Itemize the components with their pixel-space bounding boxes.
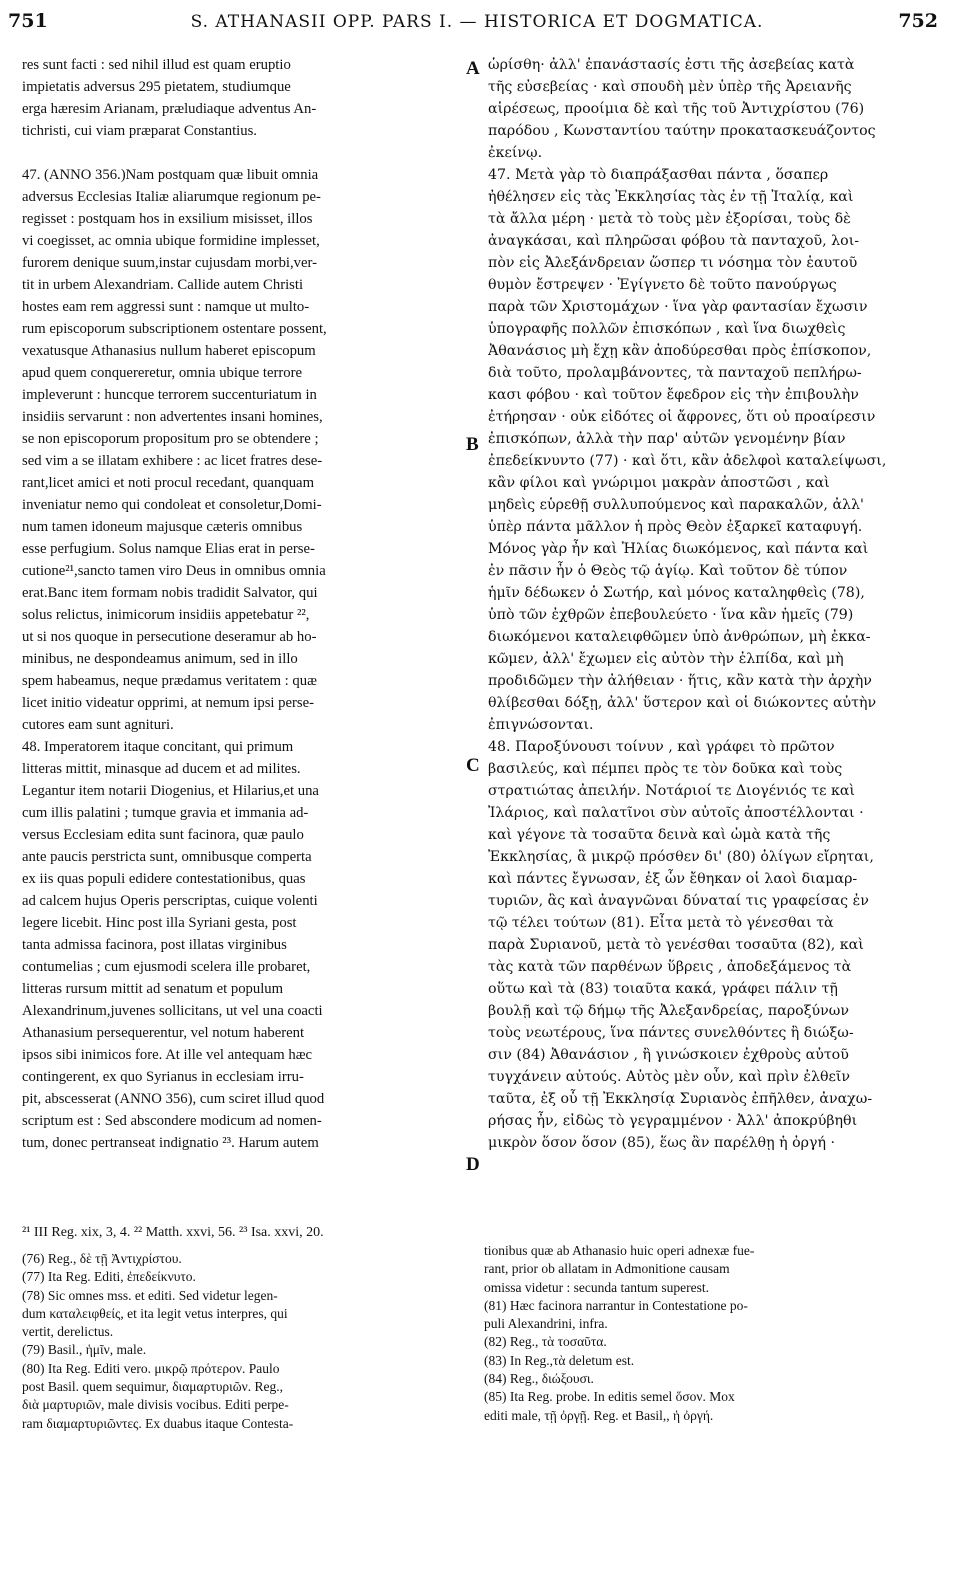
latin-line: Alexandrinum,juvenes sollicitans, ut vel una coacti: [22, 1003, 323, 1019]
section-marker-a: A: [466, 58, 480, 79]
greek-line: τὰς κατὰ τῶν παρθένων ὕβρεις , ἀποδεξάμενος τὰ: [488, 959, 852, 975]
note-line: (83) In Reg.,τὰ deletum est.: [484, 1352, 635, 1368]
greek-line: τυγχάνειν αὐτούς. Αὐτὸς μὲν οὖν, καὶ πρὶν ἐλθεῖν: [488, 1069, 851, 1085]
note-line: omissa videtur : secunda tantum superest.: [484, 1279, 709, 1295]
latin-line: sed vim a se illatam exhibere : ac licet fratres dese-: [22, 453, 323, 469]
greek-line: ἐτήρησαν · οὐκ εἰδότες οἱ ἄφρονες, ὅτι οὐ προαίρεσιν: [488, 409, 876, 425]
latin-column: [22, 54, 462, 1154]
latin-line: ad calcem hujus Operis perscriptas, cuique volenti: [22, 893, 318, 909]
greek-line: καὶ πάντες ἔγνωσαν, ἐξ ὧν ἔθηκαν οἱ λαοὶ διαμαρ-: [488, 871, 858, 887]
page-number-left: 751: [8, 10, 48, 32]
note-line: (84) Reg., διώξουσι.: [484, 1371, 594, 1387]
greek-line: ὑπὸ τῶν ἐχθρῶν ἐπεβουλεύετο · ἵνα κἂν ἡμεῖς (79): [488, 607, 854, 623]
latin-line: inveniatur nemo qui condoleat et consoletur,Domi-: [22, 497, 322, 513]
section-marker-d: D: [466, 1154, 480, 1175]
section-marker-c: C: [466, 755, 480, 776]
note-line: editi male, τῇ ὀργῇ. Reg. et Basil,, ἡ ὀργή.: [484, 1407, 714, 1423]
greek-line: ὑπογραφῆς πολλῶν ἐπισκόπων , καὶ ἵνα διωχθεὶς: [488, 321, 846, 337]
latin-line: contumelias ; cum ejusmodi scelera ille probaret,: [22, 959, 311, 975]
greek-line: κῶμεν, ἀλλ' ἔχωμεν εἰς αὐτὸν τὴν ἐλπίδα, καὶ μὴ: [488, 651, 844, 667]
latin-line: tanta admissa facinora, post illatas virginibus: [22, 937, 287, 953]
note-line: (76) Reg., δὲ τῇ Ἀντιχρίστου.: [22, 1251, 182, 1266]
latin-line: erga hæresim Arianam, præludiaque adventus An-: [22, 101, 317, 117]
greek-line: πὸν εἰς Ἀλεξάνδρειαν ὥσπερ τι νόσημα τὸν ἑαυτοῦ: [488, 255, 858, 271]
greek-line: παρὰ τῶν Χριστομάχων · ἵνα γὰρ φαντασίαν ἔχωσιν: [488, 299, 868, 315]
greek-line: ταῦτα, ἐξ οὗ τῇ Ἐκκλησίᾳ Συριανὸς ἐπῆλθεν, ἀναχω-: [488, 1091, 873, 1107]
latin-line: tum, donec pertranseat indignatio ²³. Harum autem: [22, 1135, 319, 1151]
greek-line: ἐπισκόπων, ἀλλὰ τὴν παρ' αὐτῶν γενομένην βίαν: [488, 431, 846, 447]
greek-line: διὰ τοῦτο, προλαμβάνοντες, τὰ πανταχοῦ πεπλήρω-: [488, 365, 862, 381]
latin-line: rum episcoporum subscriptionem ostentare possent,: [22, 321, 327, 337]
latin-line: [22, 142, 462, 164]
greek-line: καὶ γέγονε τὰ τοσαῦτα δεινὰ καὶ ὠμὰ κατὰ τῆς: [488, 827, 831, 843]
latin-line: apud quem conquereretur, omnia ubique terrore: [22, 365, 302, 381]
latin-line: legere licebit. Hinc post illa Syriani gesta, post: [22, 915, 297, 931]
greek-line: κασι φόβου · καὶ τοῦτον ἔφεδρον εἰς τὴν ἐπιβουλὴν: [488, 387, 859, 403]
latin-line: res sunt facti : sed nihil illud est quam eruptio: [22, 57, 291, 73]
latin-line: solus relictus, inimicorum insidiis appetebatur ²²,: [22, 607, 310, 623]
greek-line: 48. Παροξύνουσι τοίνυν , καὶ γράφει τὸ πρῶτον: [488, 739, 835, 755]
latin-line: ex iis quas populi edidere contestationibus, quas: [22, 871, 306, 887]
greek-line: βασιλεύς, καὶ πέμπει πρὸς τε τὸν δοῦκα καὶ τοὺς: [488, 761, 843, 777]
greek-line: σιν (84) Ἀθανάσιον , ἢ γινώσκοιεν ἐχθροὺς αὐτοῦ: [488, 1047, 849, 1063]
greek-line: ρήσας ἦν, εἰδὼς τὸ γεγραμμένον · Ἀλλ' ἀποκρύβηθι: [488, 1113, 858, 1129]
latin-line: hostes eam rem aggressi sunt : namque ut multo-: [22, 299, 310, 315]
note-line: tionibus quæ ab Athanasio huic operi adnexæ fue-: [484, 1243, 755, 1258]
greek-line: Μόνος γὰρ ἦν καὶ Ἠλίας διωκόμενος, καὶ πάντα καὶ: [488, 541, 869, 557]
note-line: vertit, derelictus.: [22, 1324, 114, 1340]
page-number-right: 752: [898, 10, 938, 32]
latin-line: licet initio videatur opprimi, at nemum ipsi perse-: [22, 695, 315, 711]
latin-line: insidiis servarunt : non advertentes insani homines,: [22, 409, 323, 425]
greek-line: ὑπὲρ πάντα μᾶλλον ἡ πρὸς Θεὸν ἐξαρκεῖ καταφυγή.: [488, 519, 863, 535]
greek-line: διωκόμενοι καταλειφθῶμεν ὑπὸ ἀνθρώπων, μὴ ἐκκα-: [488, 629, 871, 645]
latin-line: Athanasium persequerentur, vel notum haberent: [22, 1025, 305, 1041]
note-line: (85) Ita Reg. probe. In editis semel ὅσον. Mox: [484, 1389, 735, 1405]
greek-line: τῆς εὐσεβείας · καὶ σπουδὴ μὲν ὑπὲρ τῆς Ἀρειανῆς: [488, 79, 852, 95]
greek-line: ἐκείνῳ.: [488, 145, 543, 161]
greek-line: τὰ ἄλλα μέρη · μετὰ τὸ τοὺς μὲν ἐξορίσαι, τοὺς δὲ: [488, 211, 851, 227]
latin-line: ipsos sibi inimicos fore. At ille vel antequam hæc: [22, 1047, 313, 1063]
running-header: [0, 10, 954, 40]
latin-line: vexatusque Athanasius nullum haberet episcopum: [22, 343, 316, 359]
latin-line: pit, abscesserat (ANNO 356), cum sciret illud quod: [22, 1091, 325, 1107]
latin-line: vi coegisset, ac omnia ubique formidine implesset,: [22, 233, 320, 249]
latin-line: esse perfugium. Solus namque Elias erat in perse-: [22, 541, 315, 557]
greek-line: παρὰ Συριανοῦ, μετὰ τὸ γενέσθαι τοσαῦτα (82), καὶ: [488, 937, 864, 953]
latin-line: adversus Ecclesias Italiæ aliarumque regionum pe-: [22, 189, 321, 205]
latin-line: erat.Banc item formam nobis tradidit Salvator, qui: [22, 585, 318, 601]
greek-line: μηδεὶς εὑρεθῇ συλλυπούμενος καὶ παρακαλῶν, ἀλλ': [488, 497, 864, 513]
greek-line: τῷ τέλει τούτων (81). Εἶτα μετὰ τὸ γένεσθαι τὰ: [488, 915, 834, 931]
latin-line: cum illis palatini ; tumque gravia et immania ad-: [22, 805, 309, 821]
latin-line: cutores eam sunt agnituri.: [22, 717, 174, 733]
latin-line: tichristi, cui viam præparat Constantius.: [22, 123, 257, 139]
latin-line: litteras mittit, minasque ad ducem et ad milites.: [22, 761, 301, 777]
latin-line: Legantur item notarii Diogenius, et Hilarius,et una: [22, 783, 319, 799]
header-title: S. ATHANASII OPP. PARS I. — HISTORICA ET DOGMATICA.: [190, 12, 764, 32]
latin-line: spem habeamus, neque prædamus veritatem : quæ: [22, 673, 317, 689]
latin-line: litteras rursum mittit ad senatum et populum: [22, 981, 284, 997]
latin-line: tit in urbem Alexandriam. Callide autem Christi: [22, 277, 304, 293]
note-line: (80) Ita Reg. Editi vero. μικρῷ πρότερον. Paulo: [22, 1360, 280, 1376]
greek-line: ὡρίσθη· ἀλλ' ἐπανάστασίς ἐστι τῆς ἀσεβείας κατὰ: [488, 57, 855, 73]
latin-line: scriptum est : Sed abscondere modicum ad nomen-: [22, 1113, 322, 1129]
latin-line: minibus, ne despondeamus animum, sed in illo: [22, 651, 298, 667]
latin-line: furorem denique suum,instar cujusdam morbi,ver-: [22, 255, 318, 271]
latin-line: versus Ecclesiam edita sunt facinora, quæ paulo: [22, 827, 304, 843]
greek-line: στρατιώτας ἀπειλήν. Νοτάριοί τε Διογένιός τε καὶ: [488, 783, 855, 799]
latin-line: num tamen idoneum majusque cæteris omnibus: [22, 519, 303, 535]
greek-line: αἱρέσεως, προοίμια δὲ καὶ τῆς τοῦ Ἀντιχρίστου (76): [488, 101, 865, 117]
notes-left: [22, 1250, 467, 1433]
greek-line: Ἐκκλησίας, ἃ μικρῷ πρόσθεν δι' (80) ὀλίγων εἴρηται,: [488, 849, 874, 865]
note-line: (78) Sic omnes mss. et editi. Sed videtur legen-: [22, 1287, 278, 1303]
greek-line: θυμὸν ἔστρεψεν · Ἐγίγνετο δὲ τοῦτο πανούργως: [488, 277, 837, 293]
notes-right: [484, 1242, 936, 1425]
latin-line: regisset : postquam hos in exsilium misisset, illos: [22, 211, 313, 227]
note-line: rant, prior ob allatam in Admonitione causam: [484, 1261, 730, 1277]
greek-line: ἐπιγνώσονται.: [488, 717, 594, 733]
note-line: (82) Reg., τὰ τοσαῦτα.: [484, 1334, 607, 1350]
greek-line: προδιδῶμεν τὴν ἀλήθειαν · ἥτις, κἂν κατὰ τὴν ἀρχὴν: [488, 673, 872, 689]
greek-line: τοὺς νεωτέρους, ἵνα πάντες συνελθόντες ἢ διώξω-: [488, 1025, 854, 1041]
greek-line: τυριῶν, ἃς καὶ ἀναγνῶναι δύναταί τις γραφείσας ἐν: [488, 893, 869, 909]
greek-column: [488, 54, 934, 1154]
note-line: post Basil. quem sequimur, διαμαρτυριῶν. Reg.,: [22, 1379, 284, 1395]
note-line: dum καταλειφθείς, et ita legit vetus interpres, qui: [22, 1305, 288, 1321]
latin-line: 47. (ANNO 356.)Nam postquam quæ libuit omnia: [22, 167, 319, 183]
latin-line: 48. Imperatorem itaque concitant, qui primum: [22, 739, 294, 755]
greek-line: 47. Μετὰ γὰρ τὸ διαπράξασθαι πάντα , ὅσαπερ: [488, 167, 829, 183]
note-line: puli Alexandrini, infra.: [484, 1316, 608, 1332]
greek-line: βουλῇ καὶ τῷ δήμῳ τῆς Ἀλεξανδρείας, παροξύνων: [488, 1003, 849, 1019]
latin-line: ut si nos quoque in persecutione deseramur ab ho-: [22, 629, 317, 645]
greek-line: μικρὸν ὅσον ὅσον (85), ἕως ἂν παρέλθῃ ἡ ὀργή ·: [488, 1135, 835, 1151]
note-line: διὰ μαρτυριῶν, male divisis vocibus. Editi perpe-: [22, 1397, 289, 1413]
latin-line: impleverunt : huncque terrorem succenturiatum in: [22, 387, 317, 403]
greek-line: κἂν φίλοι καὶ γνώριμοι μακρὰν ἀποστῶσι , καὶ: [488, 475, 830, 491]
greek-line: ἀναγκάσαι, καὶ πληρῶσαι φόβου τὰ πανταχοῦ, λοι-: [488, 233, 860, 249]
note-line: (81) Hæc facinora narrantur in Contestatione po-: [484, 1297, 748, 1313]
greek-line: ἐπεδείκνυντο (77) · καὶ ὅτι, κἂν ἀδελφοὶ καταλείψωσι,: [488, 453, 887, 469]
greek-line: ἡμῖν δέδωκεν ὁ Σωτήρ, καὶ μόνος καταληφθεὶς (78),: [488, 585, 865, 601]
greek-line: οὕτω καὶ τὰ (83) τοιαῦτα κακά, γράφει πάλιν τῇ: [488, 981, 838, 997]
section-marker-b: B: [466, 434, 479, 455]
greek-line: Ἰλάριος, καὶ παλατῖνοι σὺν αὐτοῖς ἀποστέλλονται ·: [488, 805, 864, 821]
greek-line: παρόδου , Κωνσταντίου ταύτην προκατασκευάζοντος: [488, 123, 876, 139]
greek-line: ἐν πᾶσιν ἦν ὁ Θεὸς τῷ ἁγίῳ. Καὶ τοῦτον δὲ τύπον: [488, 563, 848, 579]
greek-line: Ἀθανάσιος μὴ ἔχῃ κἂν ἀποδύρεσθαι πρὸς ἐπίσκοπον,: [488, 343, 872, 359]
greek-line: θλίβεσθαι δόξῃ, ἀλλ' ὕστερον καὶ οἱ διώκοντες αὐτὴν: [488, 695, 877, 711]
greek-line: ἠθέλησεν εἰς τὰς Ἐκκλησίας τὰς ἐν τῇ Ἰταλίᾳ, καὶ: [488, 189, 854, 205]
latin-line: contingerent, ex quo Syrianus in ecclesiam irru-: [22, 1069, 304, 1085]
latin-line: rant,licet amici et noti procul recedant, quanquam: [22, 475, 315, 491]
latin-line: se non episcoporum propositum pro se obtendere ;: [22, 431, 319, 447]
latin-line: cutione²¹,sancto tamen viro Deus in omnibus omnia: [22, 563, 326, 579]
latin-line: impietatis adversus 295 pietatem, studiumque: [22, 79, 291, 95]
latin-line: ante paucis perstricta sunt, omnibusque comperta: [22, 849, 312, 865]
scripture-references: ²¹ III Reg. xix, 3, 4. ²² Matth. xxvi, 56. ²³ Isa. xxvi, 20.: [22, 1225, 324, 1240]
note-line: ram διαμαρτυριῶντες. Ex duabus itaque Contesta-: [22, 1415, 294, 1431]
note-line: (79) Basil., ἡμῖν, male.: [22, 1342, 147, 1358]
note-line: (77) Ita Reg. Editi, ἐπεδείκνυτο.: [22, 1269, 196, 1285]
